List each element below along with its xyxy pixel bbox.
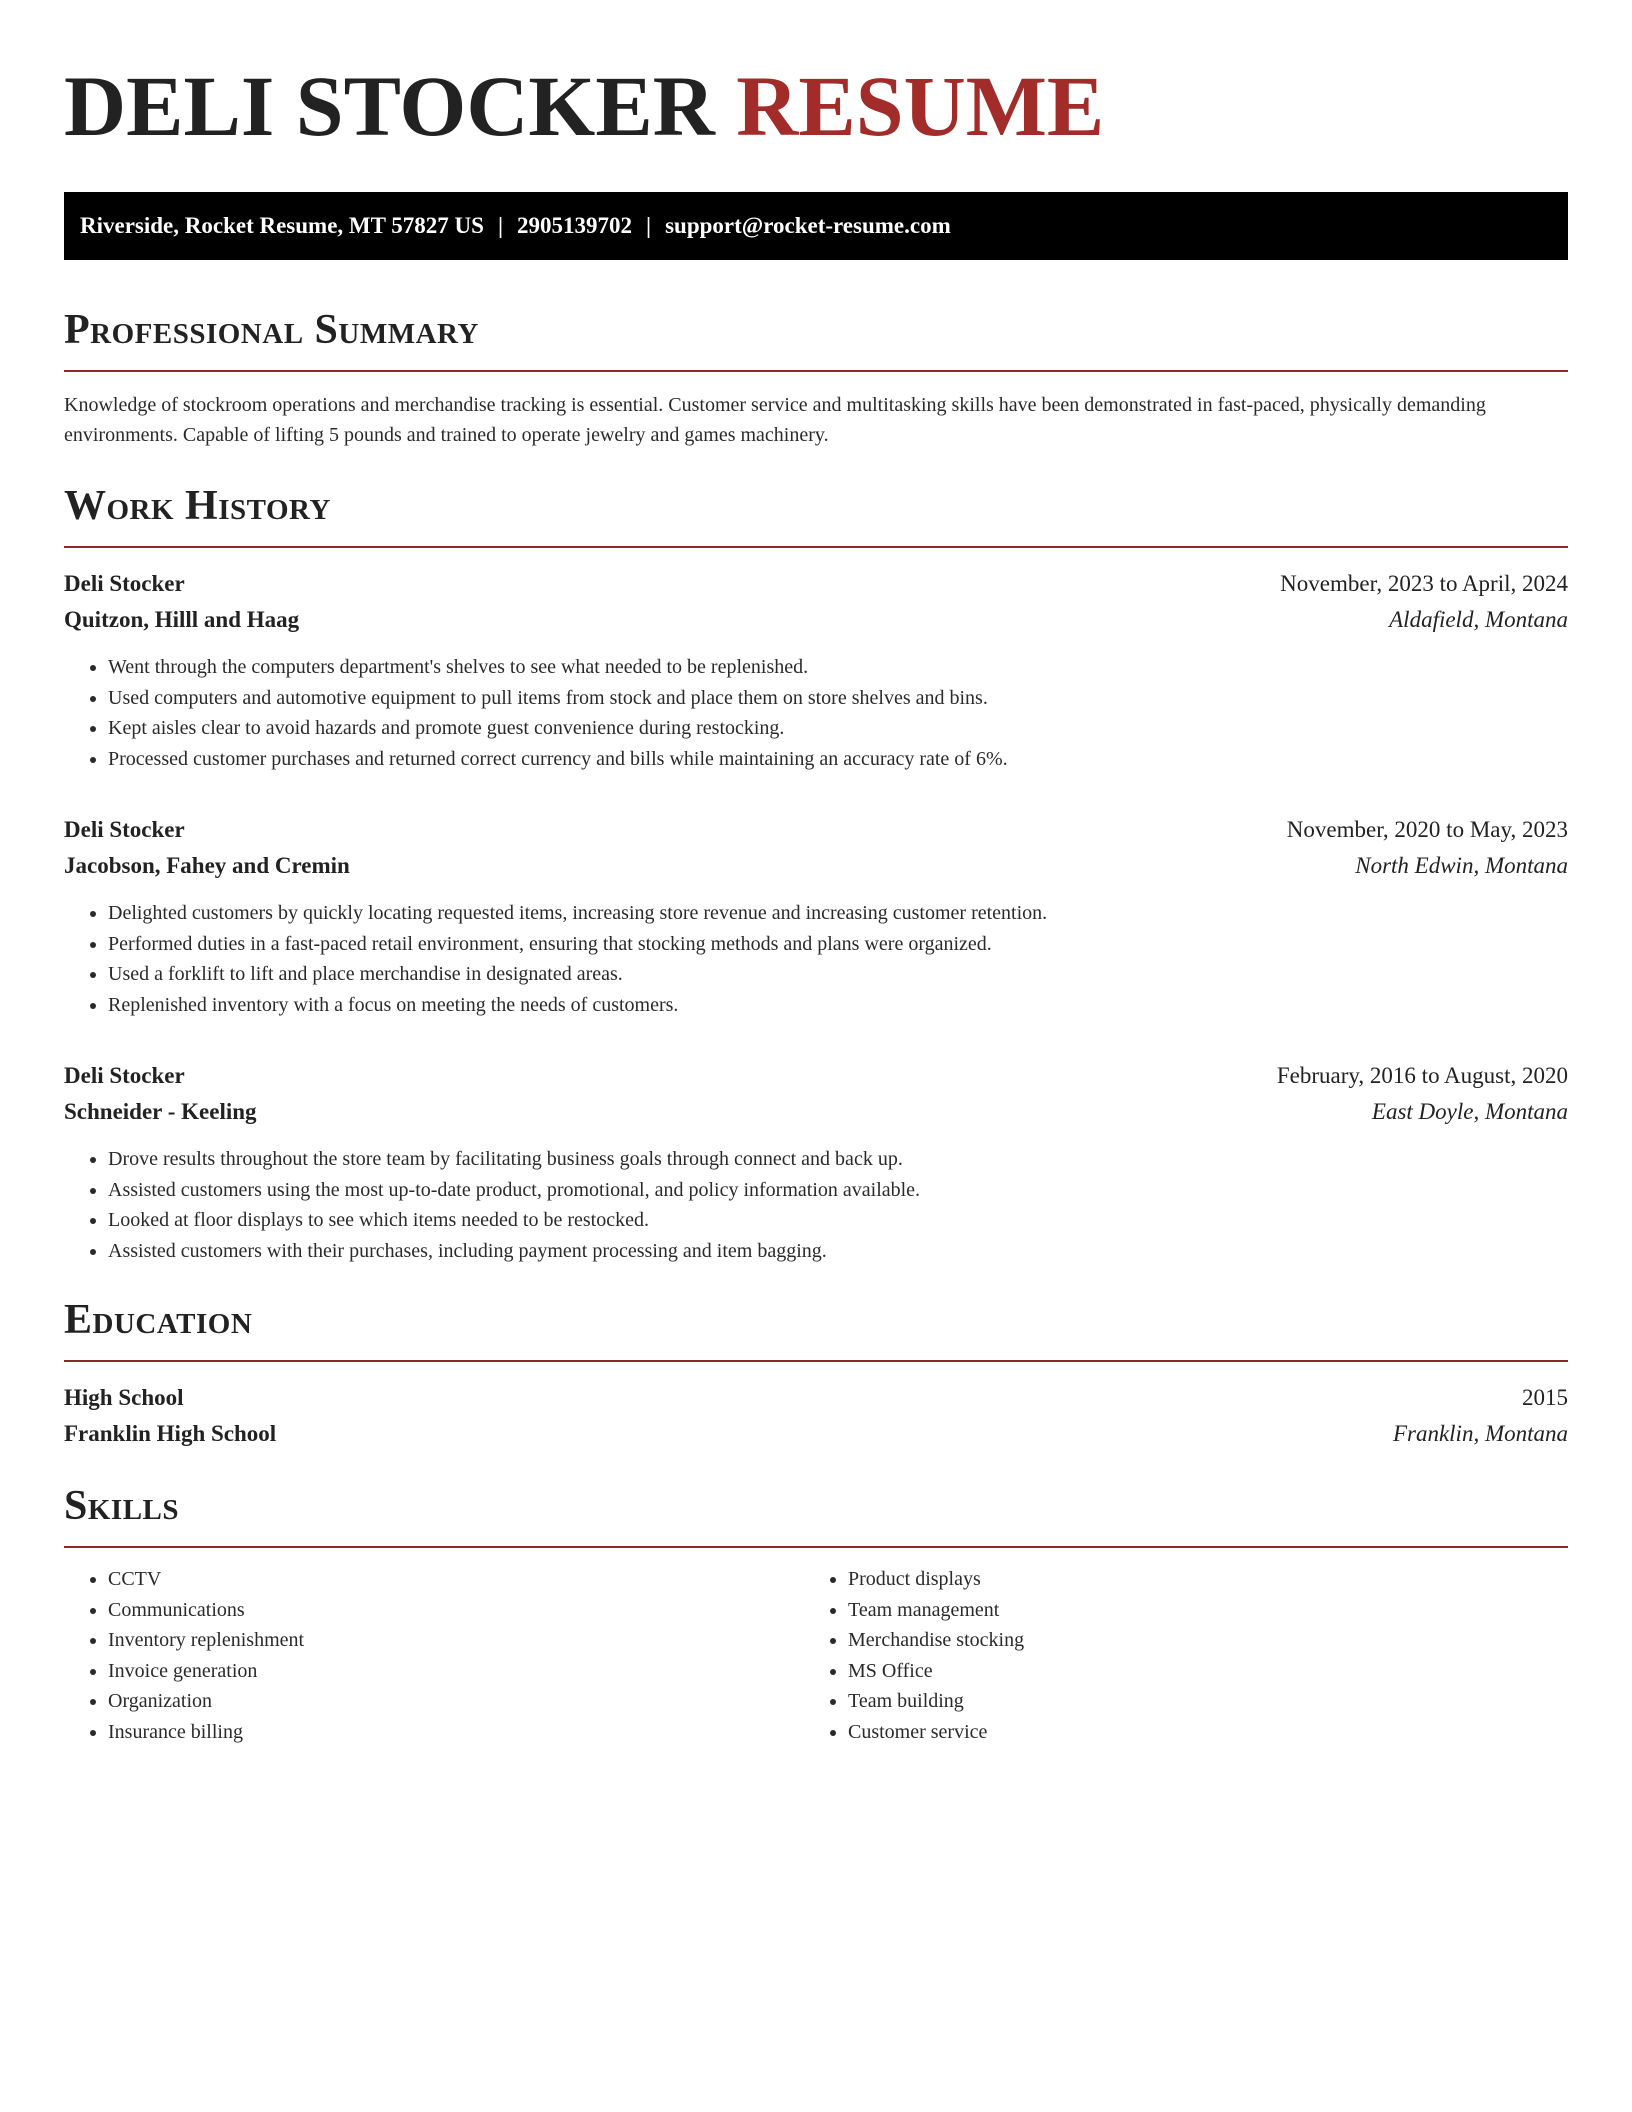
job-bullet: • Performed duties in a fast-paced retail environment, ensuring that stocking methods and plans were organized. — [108, 929, 1568, 960]
skill-item: • Team management — [848, 1595, 1544, 1626]
education-school: Franklin High School — [64, 1421, 277, 1446]
job-company: Jacobson, Fahey and Cremin — [64, 853, 350, 878]
job-bullet: • Looked at floor displays to see which items needed to be restocked. — [108, 1205, 1568, 1236]
work-history-section — [64, 480, 1568, 1266]
education-section — [64, 1294, 1568, 1452]
job-bullet: • Went through the computers department's shelves to see what needed to be replenished. — [108, 652, 1568, 683]
job-bullets — [64, 898, 1568, 1020]
skill-item: • Insurance billing — [108, 1717, 804, 1748]
work-history-heading: Work History — [64, 483, 331, 529]
skill-item: • Merchandise stocking — [848, 1625, 1544, 1656]
education-year: 2015 — [1522, 1385, 1568, 1410]
job-company: Schneider - Keeling — [64, 1099, 257, 1124]
job-bullet: • Delighted customers by quickly locating requested items, increasing store revenue and increasing customer retention. — [108, 898, 1568, 929]
education-location: Franklin, Montana — [1392, 1421, 1568, 1446]
summary-section — [64, 304, 1568, 450]
section-divider — [64, 1546, 1568, 1548]
title-accent: RESUME — [736, 58, 1105, 154]
job-location: Aldafield, Montana — [1389, 607, 1568, 632]
skills-columns — [64, 1564, 1568, 1747]
contact-separator: | — [497, 213, 504, 238]
job-bullet: • Replenished inventory with a focus on meeting the needs of customers. — [108, 990, 1568, 1021]
job-title: Deli Stocker — [64, 817, 185, 842]
contact-phone: 2905139702 — [517, 213, 633, 238]
skills-list-right — [804, 1564, 1544, 1747]
skills-heading: Skills — [64, 1483, 180, 1529]
title-name: DELI STOCKER — [64, 58, 715, 154]
job-bullet: • Kept aisles clear to avoid hazards and promote guest convenience during restocking. — [108, 713, 1568, 744]
section-divider — [64, 370, 1568, 372]
job-dates: February, 2016 to August, 2020 — [1276, 1063, 1568, 1088]
resume-page — [64, 0, 1568, 1747]
skills-list-left — [64, 1564, 804, 1747]
education-heading: Education — [64, 1297, 253, 1343]
job-location: East Doyle, Montana — [1371, 1099, 1568, 1124]
job-company: Quitzon, Hilll and Haag — [64, 607, 300, 632]
job-title: Deli Stocker — [64, 1063, 185, 1088]
job-bullet: • Processed customer purchases and returned correct currency and bills while maintaining an accuracy rate of 6%. — [108, 744, 1568, 775]
skills-section — [64, 1480, 1568, 1747]
education-degree: High School — [64, 1385, 184, 1410]
skill-item: • Team building — [848, 1686, 1544, 1717]
contact-bar — [64, 192, 1568, 260]
skill-item: • Communications — [108, 1595, 804, 1626]
skill-item: • Product displays — [848, 1564, 1544, 1595]
resume-title — [64, 56, 1568, 156]
job-entry — [64, 566, 1568, 774]
job-bullet: • Used computers and automotive equipment to pull items from stock and place them on store shelves and bins. — [108, 683, 1568, 714]
contact-separator: | — [646, 213, 652, 238]
job-bullet: • Assisted customers using the most up-to-date product, promotional, and policy information available. — [108, 1175, 1568, 1206]
education-entry — [64, 1380, 1568, 1452]
job-bullets — [64, 652, 1568, 774]
job-dates: November, 2020 to May, 2023 — [1286, 817, 1568, 842]
skill-item: • CCTV — [108, 1564, 804, 1595]
job-bullet: • Assisted customers with their purchases, including payment processing and item bagging. — [108, 1236, 1568, 1267]
summary-text: Knowledge of stockroom operations and merchandise tracking is essential. Customer service and multitasking skills have been demonstrated in fast-paced, physically demanding environments. Capable of lifting 5 pounds and trained to operate jewelry and games machinery. — [64, 394, 1486, 446]
job-bullet: • Drove results throughout the store team by facilitating business goals through connect and back up. — [108, 1144, 1568, 1175]
summary-heading: Professional Summary — [64, 307, 479, 353]
skill-item: • Invoice generation — [108, 1656, 804, 1687]
skill-item: • Organization — [108, 1686, 804, 1717]
job-title: Deli Stocker — [64, 571, 185, 596]
skill-item: • Customer service — [848, 1717, 1544, 1748]
job-bullets — [64, 1144, 1568, 1266]
job-location: North Edwin, Montana — [1355, 853, 1568, 878]
contact-address: Riverside, Rocket Resume, MT 57827 US — [80, 213, 484, 238]
job-dates: November, 2023 to April, 2024 — [1280, 571, 1568, 596]
contact-email: support@rocket-resume.com — [665, 213, 951, 238]
skill-item: • Inventory replenishment — [108, 1625, 804, 1656]
job-entry — [64, 812, 1568, 1020]
section-divider — [64, 546, 1568, 548]
job-bullet: • Used a forklift to lift and place merchandise in designated areas. — [108, 959, 1568, 990]
skill-item: • MS Office — [848, 1656, 1544, 1687]
job-entry — [64, 1058, 1568, 1266]
section-divider — [64, 1360, 1568, 1362]
